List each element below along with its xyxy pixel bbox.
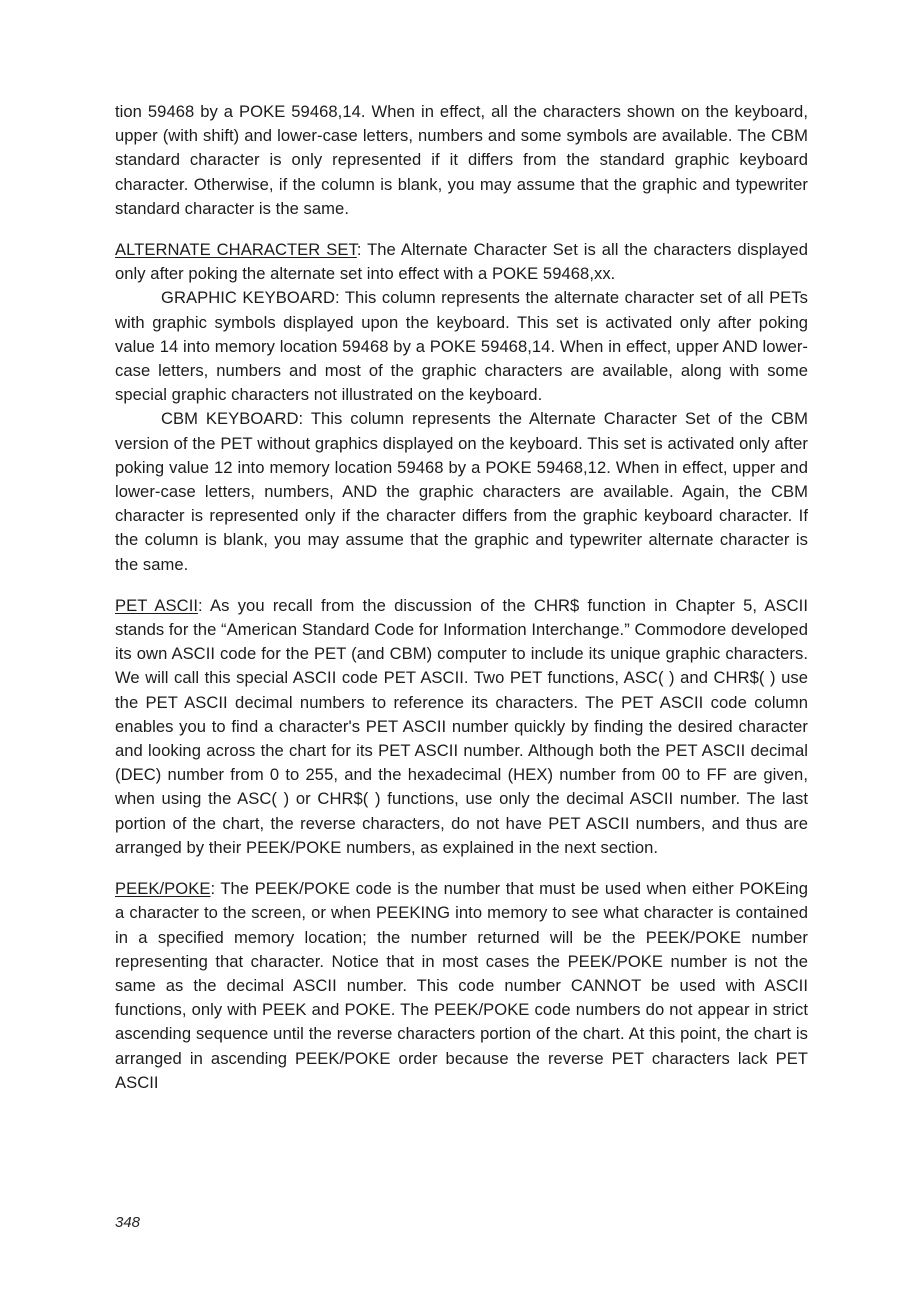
paragraph-peek-poke	[115, 877, 808, 1095]
paragraph-cbm-keyboard	[115, 407, 808, 576]
paragraph-pet-ascii	[115, 594, 808, 860]
section-term-pet-ascii: PET ASCII	[115, 595, 199, 615]
paragraph-text: GRAPHIC KEYBOARD: This column represents the alternate character set of all PETs with graphic symbols displayed upon the keyboard. This set is activated only after poking value 14 into memory location 59468 by a POKE 59468,14. When in effect, upper AND lower-case letters, numbers and most of the graphic characters are available, along with some special graphic characters not illustrated on the keyboard.	[115, 288, 808, 405]
section-term-alternate-character-set: ALTERNATE CHARACTER SET	[115, 240, 357, 260]
paragraph-text: CBM KEYBOARD: This column represents the Alternate Character Set of the CBM version of the PET without graphics displayed on the keyboard. This set is activated only after poking value 12 into memory location 59468 by a POKE 59468,12. When in effect, upper and lower-case letters, numbers, AND the graphic characters are available. Again, the CBM character is represented only if the character differs from the graphic keyboard character. If the column is blank, you may assume that the graphic and typewriter alternate character is the same.	[115, 409, 808, 574]
paragraph-graphic-keyboard	[115, 286, 808, 407]
section-term-peek-poke: PEEK/POKE	[115, 879, 211, 899]
paragraph-text: tion 59468 by a POKE 59468,14. When in effect, all the characters shown on the keyboard, upper (with shift) and lower-case letters, numbers and some symbols are available. The CBM standard character is only represented if it differs from the standard graphic keyboard character. Otherwise, if the column is blank, you may assume that the graphic and typewriter standard character is the same.	[115, 102, 808, 218]
page-number: 348	[115, 1214, 141, 1231]
paragraph-text: : The Alternate Character Set is all the characters displayed only after poking the alternate set into effect with a POKE 59468,xx.	[115, 240, 808, 284]
page-body	[115, 100, 808, 1095]
paragraph-text: : As you recall from the discussion of the CHR$ function in Chapter 5, ASCII stands for the “American Standard Code for Information Interchange.” Commodore developed its own ASCII code for the PET (and CBM) computer to include its unique graphic characters. We will call this special ASCII code PET ASCII. Two PET functions, ASC( ) and CHR$( ) use the PET ASCII decimal numbers to reference its characters. The PET ASCII code column enables you to find a character's PET ASCII number quickly by finding the desired character and looking across the chart for its PET ASCII number. Although both the PET ASCII decimal (DEC) number from 0 to 255, and the hexadecimal (HEX) number from 00 to FF are given, when using the ASC( ) or CHR$( ) functions, use only the decimal ASCII number. The last portion of the chart, the reverse characters, do not have PET ASCII numbers, and thus are arranged by their PEEK/POKE numbers, as explained in the next section.	[115, 595, 808, 857]
paragraph-text: : The PEEK/POKE code is the number that must be used when either POKEing a character to the screen, or when PEEKING into memory to see what character is contained in a specified memory location; the number returned will be the PEEK/POKE number representing that character. Notice that in most cases the PEEK/POKE number is not the same as the decimal ASCII number. This code number CANNOT be used with ASCII functions, only with PEEK and POKE. The PEEK/POKE code numbers do not appear in strict ascending sequence until the reverse characters portion of the chart. At this point, the chart is arranged in ascending PEEK/POKE order because the reverse PET characters lack PET ASCII	[115, 879, 808, 1092]
paragraph-alternate-character-set	[115, 238, 808, 286]
paragraph-standard-set-continued	[115, 100, 808, 221]
